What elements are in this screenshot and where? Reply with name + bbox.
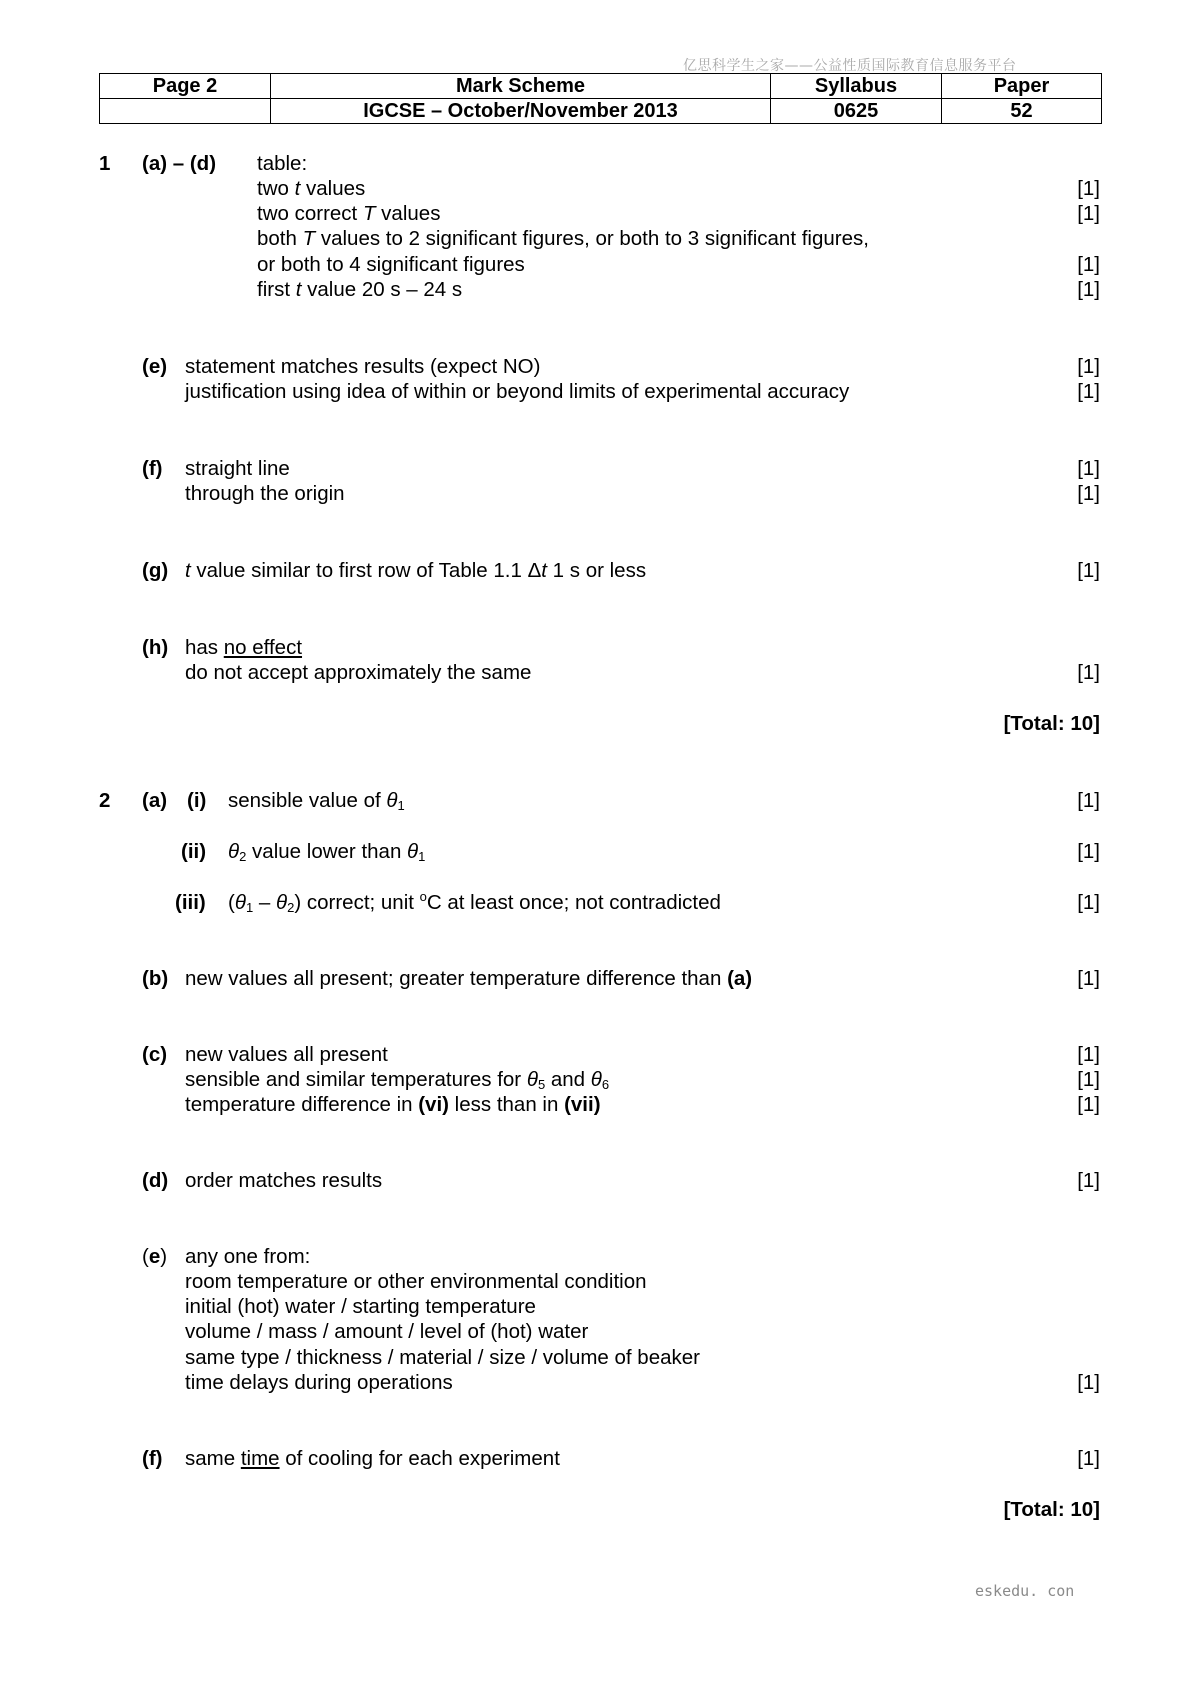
header-empty-cell [100,99,271,124]
q1-e-label: (e) [142,355,168,378]
mark: [1] [1077,457,1100,480]
q1-line-two-t: two t values [257,177,366,200]
q1-number: 1 [99,152,111,175]
header-syllabus-label: Syllabus [771,74,942,99]
q1-total: [Total: 10] [1003,712,1100,735]
q1-f-line2: through the origin [185,482,345,505]
q2-a-i-label: (i) [187,789,207,812]
mark: [1] [1077,661,1100,684]
mark: [1] [1077,789,1100,812]
q1-e-line1: statement matches results (expect NO) [185,355,541,378]
q1-g-label: (g) [142,559,169,582]
mark: [1] [1077,1093,1100,1116]
q2-d-label: (d) [142,1169,169,1192]
mark: [1] [1077,380,1100,403]
q1-e-line2: justification using idea of within or beyond limits of experimental accuracy [185,380,850,403]
q1-table-label: table: [257,152,308,175]
q2-number: 2 [99,789,111,812]
q1-f-line1: straight line [185,457,290,480]
mark: [1] [1077,253,1100,276]
q1-line-sig-figs: both T values to 2 significant figures, or both to 3 significant figures, [257,227,869,250]
q1-part-ad-label: (a) – (d) [142,152,217,175]
q1-h-line1: has no effect [185,636,303,659]
q2-a-ii-text: $\theta_2$ value lower than $\theta_1$ [228,840,426,864]
watermark-text: 亿思科学生之家——公益性质国际教育信息服务平台 [683,58,1017,74]
header-paper-label: Paper [942,74,1102,99]
q2-a-iii-text: $(\theta_1 - \theta_2)$ correct; unit $^o$C at least once; not contradicted [228,889,721,915]
header-exam: IGCSE – October/November 2013 [271,99,771,124]
q2-a-iii-label: (iii) [175,891,206,914]
mark: [1] [1077,1169,1100,1192]
q2-a-i-text: sensible value of $\theta_1$ [228,789,405,813]
footer-watermark: eskedu. con [975,1582,1075,1600]
mark: [1] [1077,1371,1100,1394]
q2-b-text: new values all present; greater temperature difference than (a) [185,967,753,990]
q1-line-two-T: two correct T values [257,202,441,225]
q2-e-line5: same type / thickness / material / size / volume of beaker [185,1346,700,1369]
q2-e-line6: time delays during operations [185,1371,453,1394]
mark: [1] [1077,1068,1100,1091]
q1-h-line2: do not accept approximately the same [185,661,532,684]
q2-d-text: order matches results [185,1169,383,1192]
mark: [1] [1077,177,1100,200]
mark: [1] [1077,891,1100,914]
q2-e-line1: any one from: [185,1245,311,1268]
mark: [1] [1077,1447,1100,1470]
q2-c-line1: new values all present [185,1043,388,1066]
q2-b-label: (b) [142,967,169,990]
q1-h-label: (h) [142,636,169,659]
q1-g-line: t value similar to first row of Table 1.1 Δt 1 s or less [185,559,647,582]
q1-f-label: (f) [142,457,163,480]
q2-a-label: (a) [142,789,168,812]
q2-c-line2: sensible and similar temperatures for $\theta_5$ and $\theta_6$ [185,1068,610,1092]
q2-e-line3: initial (hot) water / starting temperature [185,1295,536,1318]
q2-c-line3: temperature difference in (vi) less than in (vii) [185,1093,601,1116]
q2-total: [Total: 10] [1003,1498,1100,1521]
q2-e-label: (e) [142,1245,168,1268]
q1-line-first-t: first t value 20 s – 24 s [257,278,463,301]
mark: [1] [1077,1043,1100,1066]
q1-line-sig-figs-4: or both to 4 significant figures [257,253,525,276]
mark: [1] [1077,559,1100,582]
mark: [1] [1077,355,1100,378]
q2-e-line2: room temperature or other environmental condition [185,1270,647,1293]
header-syllabus: 0625 [771,99,942,124]
mark: [1] [1077,278,1100,301]
q2-f-text: same time of cooling for each experiment [185,1447,560,1470]
mark: [1] [1077,202,1100,225]
mark: [1] [1077,840,1100,863]
mark: [1] [1077,482,1100,505]
q2-e-line4: volume / mass / amount / level of (hot) water [185,1320,589,1343]
header-page: Page 2 [100,74,271,99]
q2-c-label: (c) [142,1043,168,1066]
header-table [99,73,1102,124]
header-paper: 52 [942,99,1102,124]
header-title: Mark Scheme [271,74,771,99]
q2-f-label: (f) [142,1447,163,1470]
mark: [1] [1077,967,1100,990]
q2-a-ii-label: (ii) [181,840,207,863]
